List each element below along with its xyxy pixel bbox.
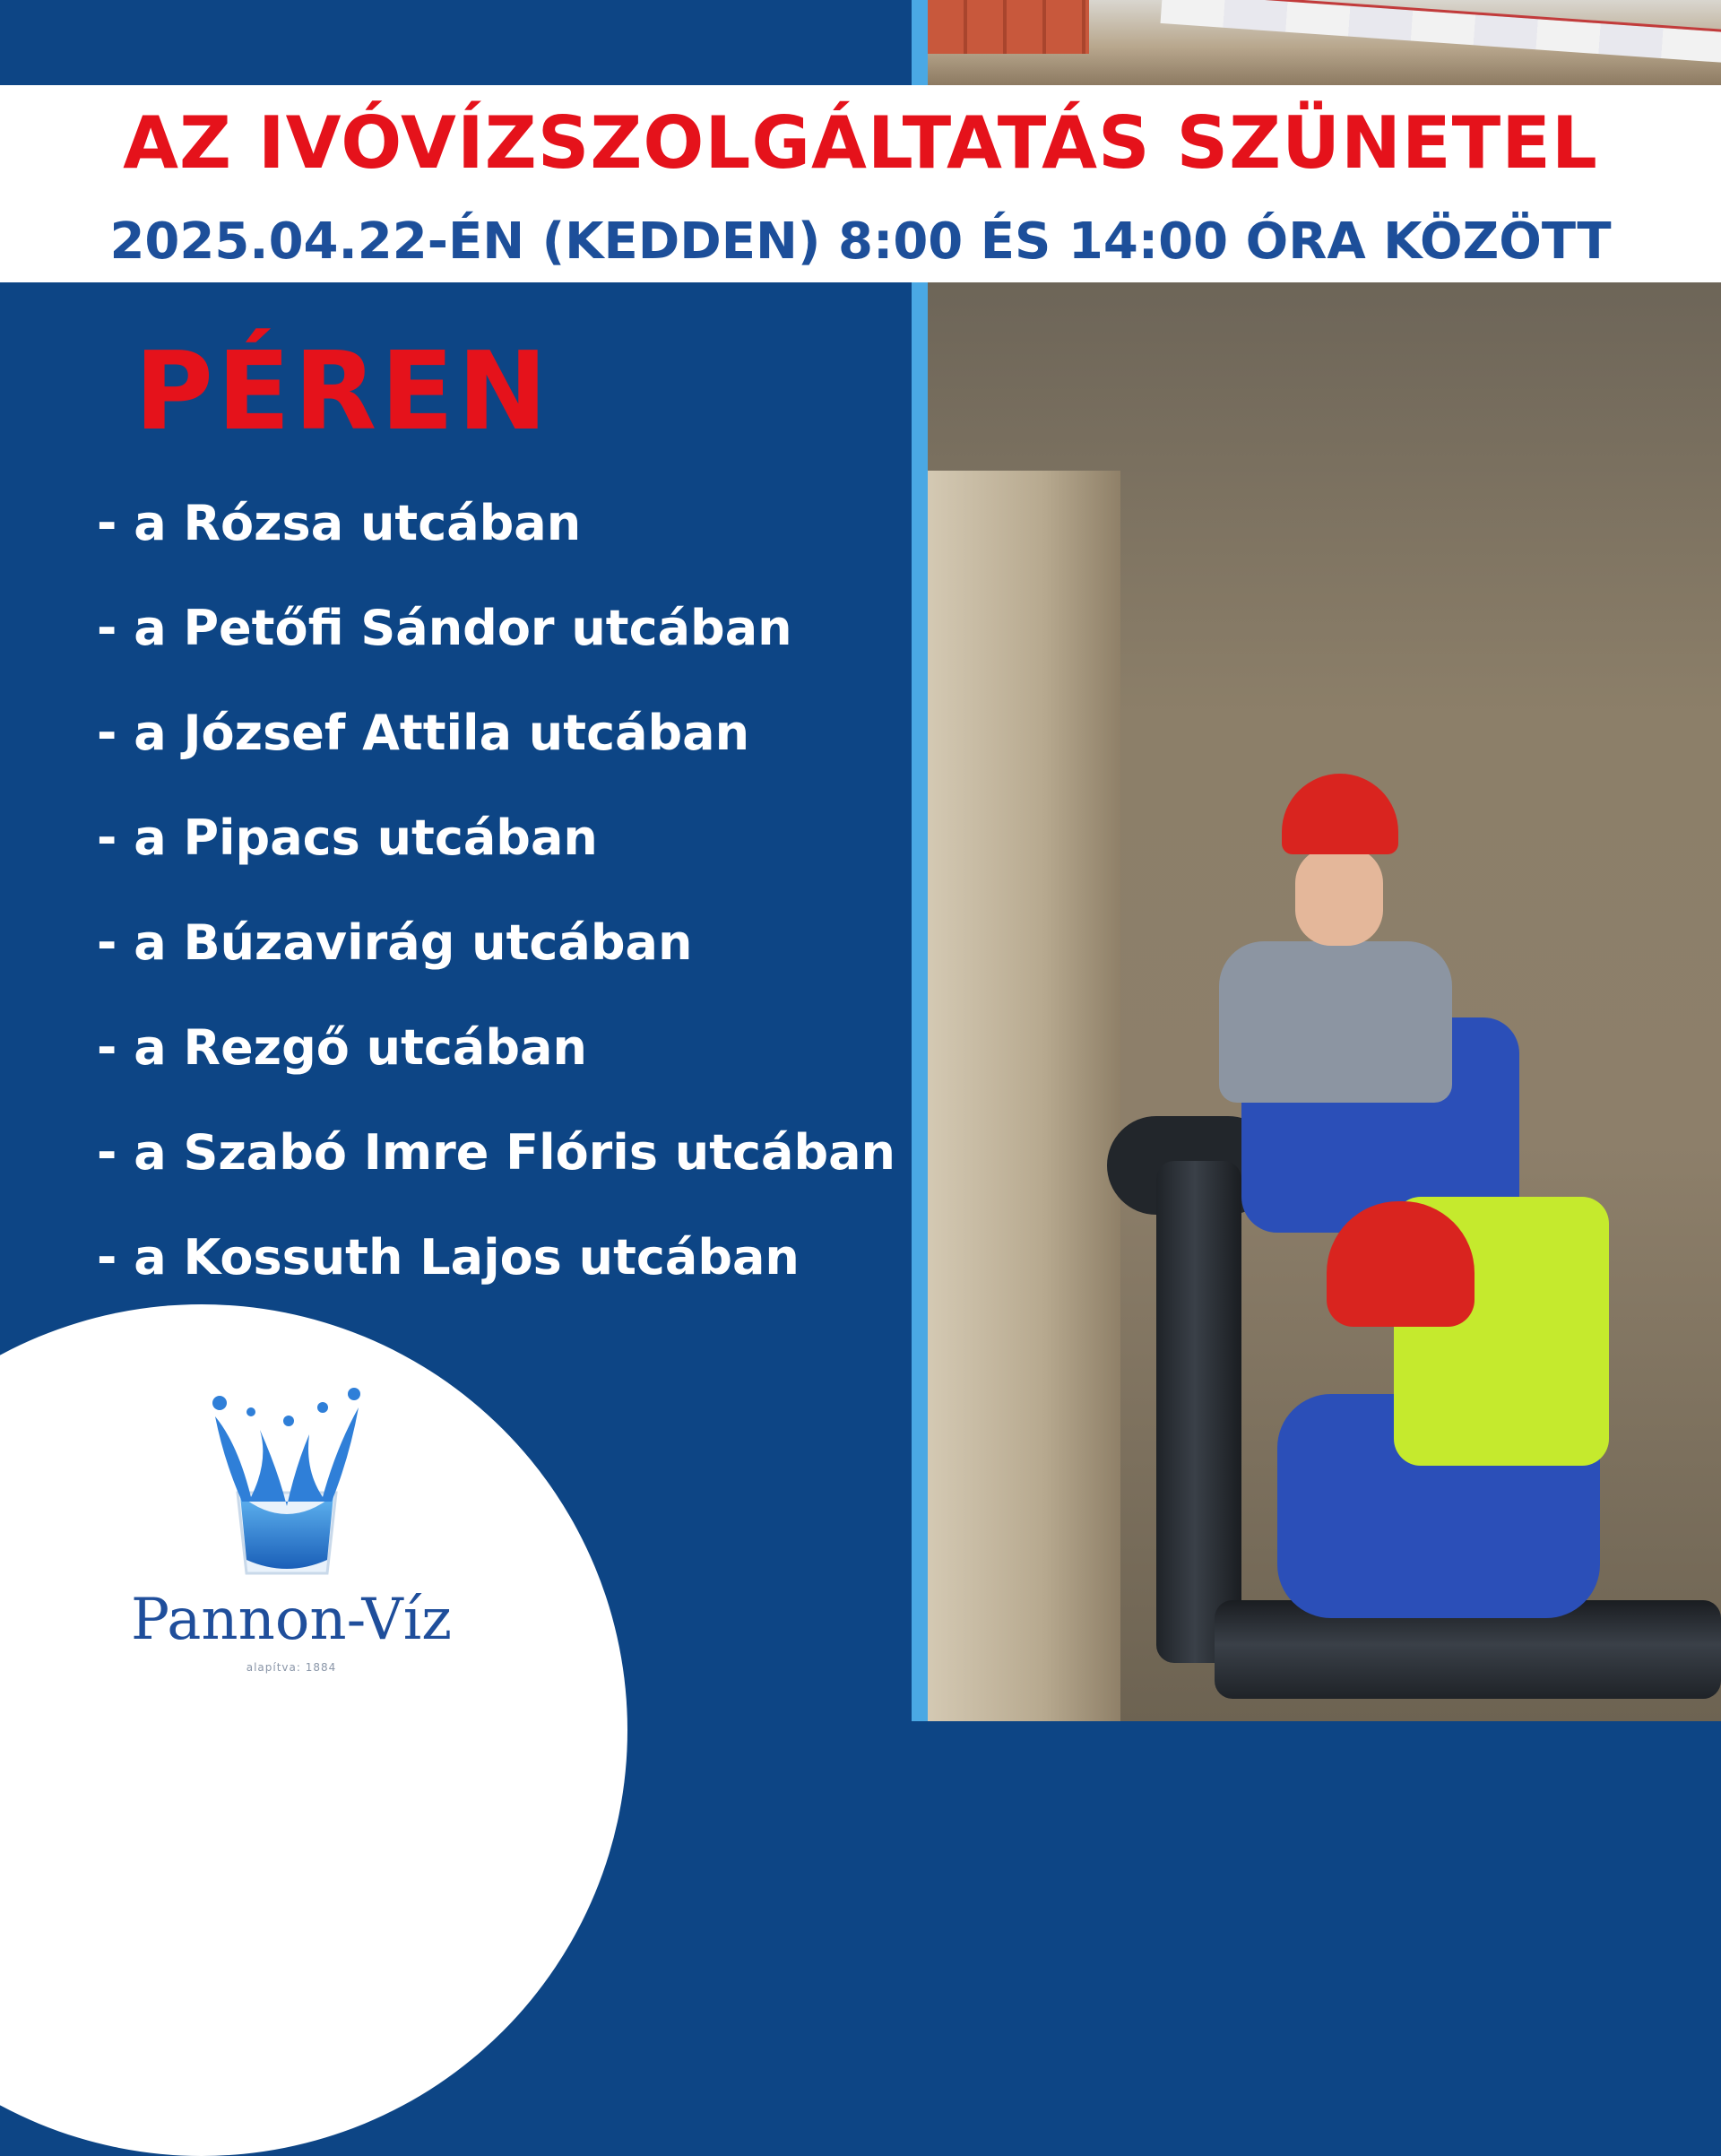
list-item: - a Kossuth Lajos utcában: [97, 1229, 800, 1286]
headline: AZ IVÓVÍZSZOLGÁLTATÁS SZÜNETEL: [123, 101, 1598, 185]
construction-photo: [928, 282, 1721, 1721]
list-item: - a Szabó Imre Flóris utcában: [97, 1124, 895, 1181]
hard-hat: [1282, 774, 1398, 854]
worker-face: [1295, 847, 1383, 946]
place-title: PÉREN: [134, 330, 551, 455]
list-item: - a Pipacs utcában: [97, 810, 598, 866]
bricks: [928, 0, 1089, 54]
construction-photo-top: [928, 0, 1721, 85]
list-item: - a Rezgő utcában: [97, 1019, 587, 1076]
trench-wall: [928, 471, 1120, 1721]
brand-tagline: alapítva: 1884: [246, 1661, 337, 1674]
barrier-tape: [1161, 0, 1721, 65]
list-item: - a Búzavirág utcában: [97, 914, 693, 971]
list-item: - a Rózsa utcában: [97, 495, 582, 551]
date-time-line: 2025.04.22-ÉN (KEDDEN) 8:00 ÉS 14:00 ÓRA KÖZÖTT: [109, 212, 1612, 271]
worker-shirt: [1219, 941, 1452, 1103]
pipe-vertical: [1156, 1161, 1241, 1663]
water-splash-icon: [197, 1381, 376, 1587]
list-item: - a József Attila utcában: [97, 705, 750, 761]
list-item: - a Petőfi Sándor utcában: [97, 600, 792, 656]
brand-name: Pannon-Víz: [131, 1587, 452, 1653]
street-list: [97, 493, 895, 1332]
